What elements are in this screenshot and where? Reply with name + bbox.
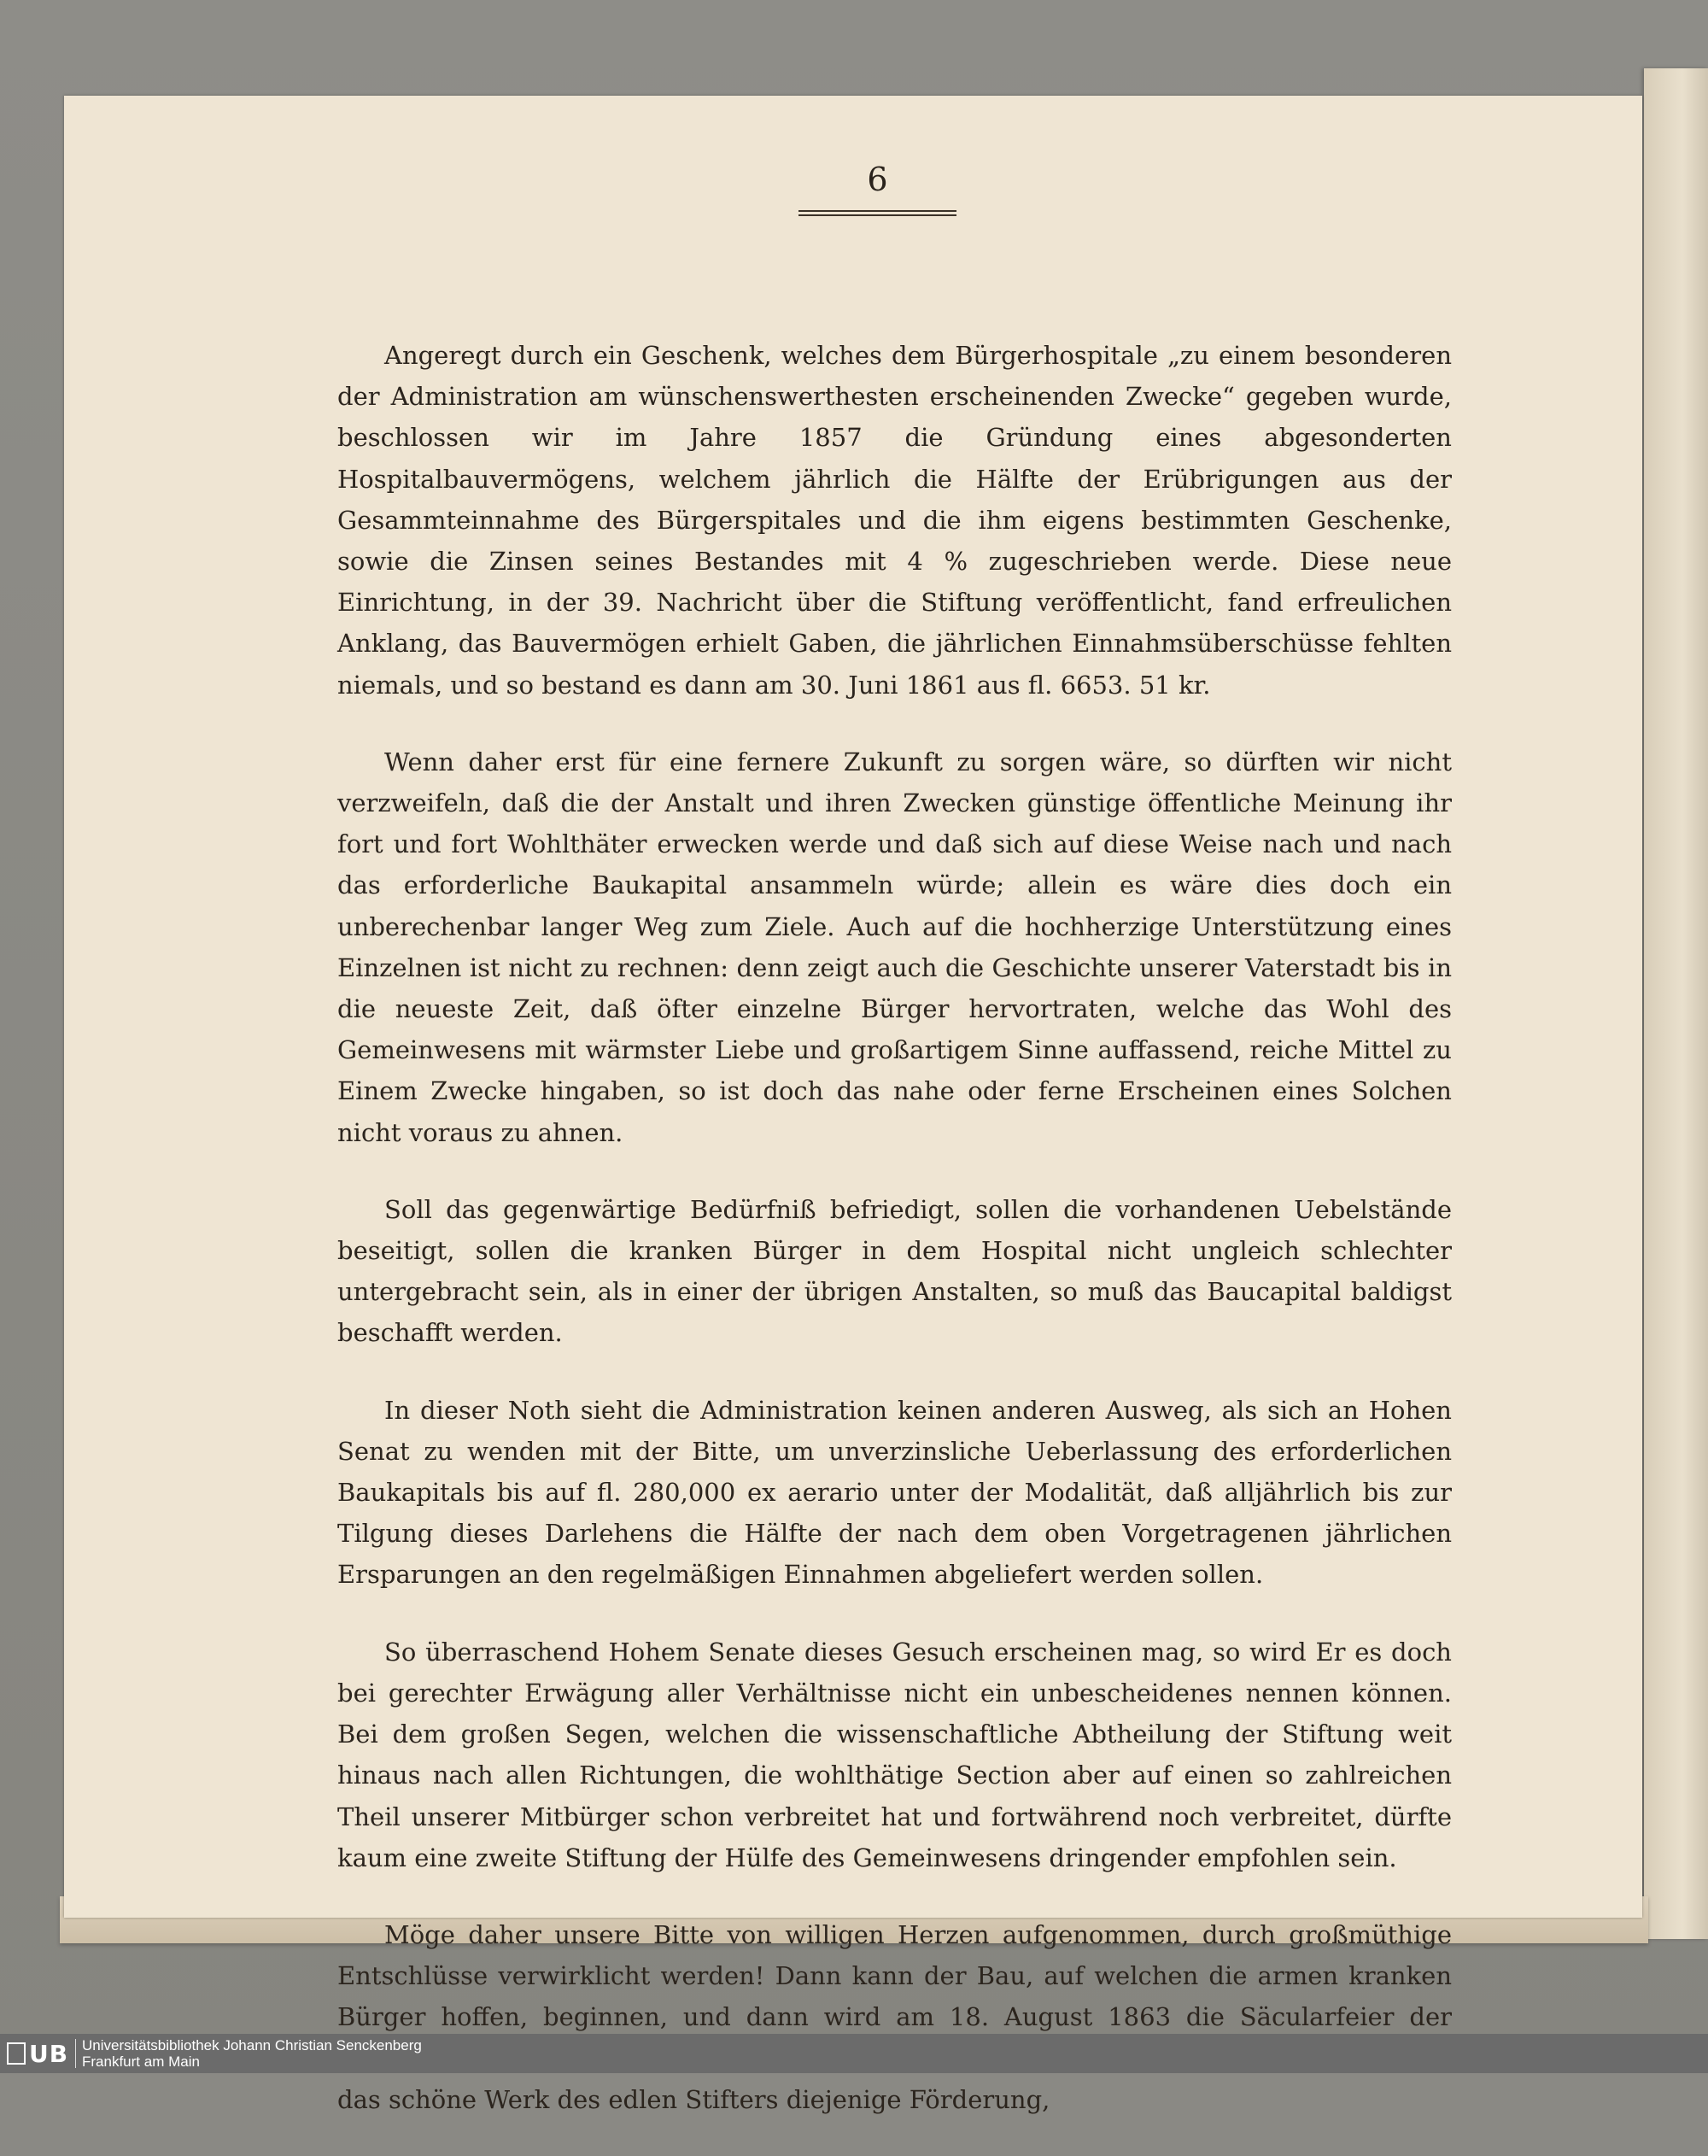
library-footer [0,2034,1708,2073]
footer-line-2: Frankfurt am Main [82,2053,200,2070]
paragraph-1: Angeregt durch ein Geschenk, welches dem Bürgerhospitale „zu einem besonderen der Administration am wünschenswerthesten erscheinenden Zwecke“ gegeben wurde, beschlossen wir im Jahre 1857 die Gründung eines abgesonderten Hospitalbauvermögens, welchem jährlich die Hälfte der Erübrigungen aus der Gesammteinnahme des Bürgerspitales und die ihm eigens bestimmten Geschenke, sowie die Zinsen seines Bestandes mit 4 % zugeschrieben werde. Diese neue Einrichtung, in der 39. Nachricht über die Stiftung veröffentlicht, fand erfreulichen Anklang, das Bauvermögen erhielt Gaben, die jährlichen Einnahmsüberschüsse fehlten niemals, und so bestand es dann am 30. Juni 1861 aus fl. 6653. 51 kr. [337,341,1452,700]
page-number-rule [798,210,956,216]
footer-separator [75,2039,76,2068]
paragraph-2: Wenn daher erst für eine fernere Zukunft zu sorgen wäre, so dürften wir nicht verzweifeln, daß die der Anstalt und ihren Zwecken günstige öffentliche Meinung ihr fort und fort Wohlthäter erwecken werde und daß sich auf diese Weise nach und nach das erforderliche Baukapital ansammeln würde; allein es wäre dies doch ein unberechenbar langer Weg zum Ziele. Auch auf die hochherzige Unterstützung eines Einzelnen ist nicht zu rechnen: denn zeigt auch die Geschichte unserer Vaterstadt bis in die neueste Zeit, daß öfter einzelne Bürger hervortraten, welche das Wohl des Gemeinwesens mit wärmster Liebe und großartigem Sinne auffassend, reiche Mittel zu Einem Zwecke hingaben, so ist doch das nahe oder ferne Erscheinen eines Solchen nicht voraus zu ahnen. [337,747,1452,1147]
page-number: 6 [867,161,888,198]
footer-line-1: Universitätsbibliothek Johann Christian Senckenberg [82,2037,422,2053]
ub-logo-text: UB [29,2039,69,2068]
body-text [337,335,1452,2156]
ub-logo-icon [7,2042,26,2065]
paragraph-3: Soll das gegenwärtige Bedürfniß befriedigt, sollen die vorhandenen Uebelstände beseitigt, sollen die kranken Bürger in dem Hospital nicht ungleich schlechter untergebracht sein, als in einer der übrigen Anstalten, so muß das Baucapital baldigst beschafft werden. [337,1194,1452,1348]
paragraph-6: Möge daher unsere Bitte von willigen Herzen aufgenommen, durch großmüthige Entschlüsse verwirklicht werden! Dann kann der Bau, auf welchen die armen kranken Bürger hoffen, beginnen, und dann wird am 18. August 1863 die Säcularfeier der das schöne Werk des edlen Stifters diejenige Förderung, [337,1919,1452,2114]
ub-logo [7,2039,68,2068]
footer-credit [82,2037,422,2070]
paragraph-5: So überraschend Hohem Senate dieses Gesuch erscheinen mag, so wird Er es doch bei gerechter Erwägung aller Verhältnisse nicht ein unbescheidenes nennen können. Bei dem großen Segen, welchen die wissenschaftliche Abtheilung der Stiftung weit hinaus nach allen Richtungen, die wohlthätige Section aber auf einen so zahlreichen Theil unserer Mitbürger schon verbreitet hat und fortwährend noch verbreitet, dürfte kaum eine zweite Stiftung der Hülfe des Gemeinwesens dringender empfohlen sein. [337,1637,1452,1872]
paragraph-4: In dieser Noth sieht die Administration keinen anderen Ausweg, als sich an Hohen Senat zu wenden mit der Bitte, um unverzinsliche Ueberlassung des erforderlichen Baukapitals bis auf fl. 280,000 ex aerario unter der Modalität, daß alljährlich bis zur Tilgung dieses Darlehens die Hälfte der nach dem oben Vorgetragenen jährlichen Ersparungen an den regelmäßigen Einnahmen abgeliefert werden sollen. [337,1395,1452,1590]
next-page-edge [1644,68,1708,1939]
